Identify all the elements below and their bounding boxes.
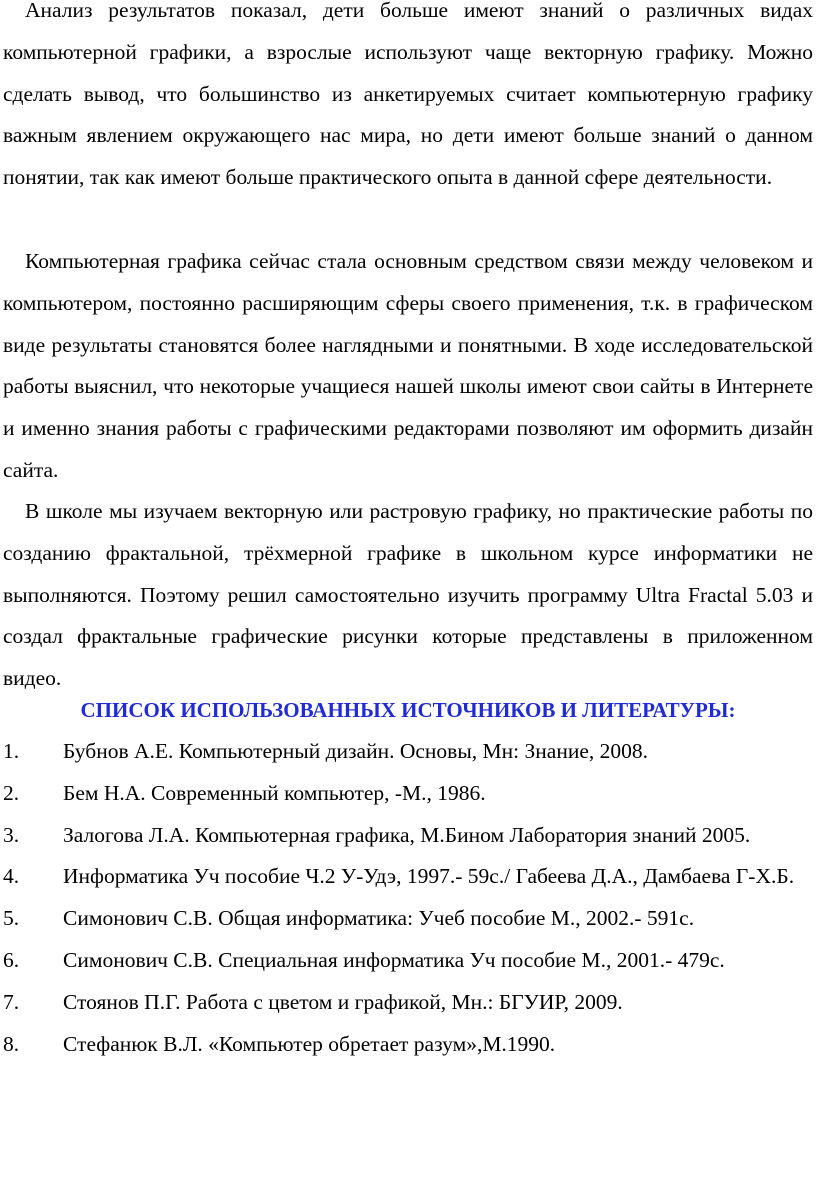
reference-text: Информатика Уч пособие Ч.2 У-Удэ, 1997.- 59с./ Габеева Д.А., Дамбаева Г-Х.Б. [63, 864, 795, 889]
reference-number: 7. [3, 989, 20, 1014]
reference-number: 1. [3, 739, 20, 763]
reference-number: 2. [3, 780, 20, 805]
reference-item [0, 898, 816, 940]
reference-item [0, 856, 816, 898]
reference-text: Залогова Л.А. Компьютерная графика, М.Бином Лаборатория знаний 2005. [63, 822, 751, 847]
paragraph-analysis: Анализ результатов показал, дети больше имеют знаний о различных видах компьютерной графики, а взрослые используют чаще векторную графику. Можно сделать вывод, что большинство из анкетируемых считает компьютерную графику важным явлением окружающего нас мира, но дети имеют больше знаний о данном понятии, так как имеют больше практического опыта в данной сфере деятельности. [3, 0, 813, 190]
reference-number: 6. [3, 947, 20, 972]
reference-text: Бем Н.А. Современный компьютер, -М., 1986. [63, 780, 486, 805]
reference-text: Бубнов А.Е. Компьютерный дизайн. Основы, Мн: Знание, 2008. [63, 739, 648, 763]
reference-item [0, 940, 816, 982]
reference-item [0, 815, 816, 857]
reference-item [0, 773, 816, 815]
reference-item [0, 1024, 816, 1066]
references-heading: СПИСОК ИСПОЛЬЗОВАННЫХ ИСТОЧНИКОВ И ЛИТЕРАТУРЫ: [80, 698, 736, 722]
paragraph-school-study: В школе мы изучаем векторную или растровую графику, но практические работы по созданию фрактальной, трёхмерной графике в школьном курсе информатики не выполняются. Поэтому решил самостоятельно изучить программу Ultra Fractal 5.03 и создал фрактальные графические рисунки которые представлены в приложенном видео. [3, 499, 813, 691]
reference-number: 8. [3, 1031, 20, 1056]
reference-item [0, 982, 816, 1024]
reference-text: Симонович С.В. Специальная информатика Уч пособие М., 2001.- 479с. [63, 947, 725, 972]
reference-text: Стоянов П.Г. Работа с цветом и графикой, Мн.: БГУИР, 2009. [63, 989, 623, 1014]
reference-item [0, 731, 816, 773]
reference-number: 4. [3, 864, 20, 889]
paragraph-graphics-role: Компьютерная графика сейчас стала основным средством связи между человеком и компьютером, постоянно расширяющим сферы своего применения, т.к. в графическом виде результаты становятся более наглядными и понятными. В ходе исследовательской работы выяснил, что некоторые учащиеся нашей школы имеют свои сайты в Интернете и именно знания работы с графическими редакторами позволяют им оформить дизайн сайта. [3, 249, 813, 482]
references-list [0, 731, 816, 1065]
reference-text: Стефанюк В.Л. «Компьютер обретает разум»,М.1990. [63, 1031, 556, 1056]
reference-number: 5. [3, 906, 20, 931]
reference-number: 3. [3, 822, 20, 847]
reference-text: Симонович С.В. Общая информатика: Учеб пособие М., 2002.- 591с. [63, 906, 695, 931]
